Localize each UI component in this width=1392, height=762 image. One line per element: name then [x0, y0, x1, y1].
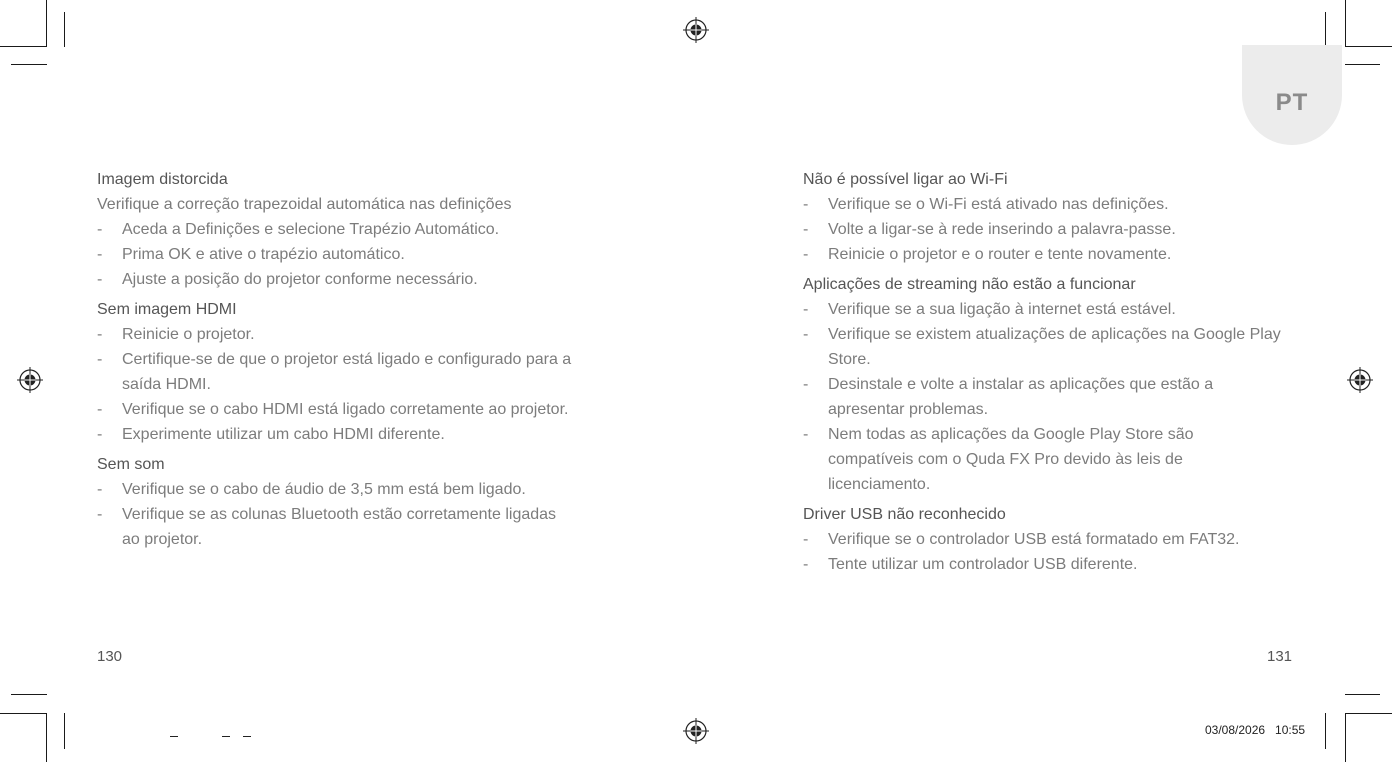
- section-title: Aplicações de streaming não estão a funcionar: [803, 276, 1136, 293]
- slug-mark: [170, 736, 178, 737]
- list-item: [803, 422, 1268, 497]
- bullet-dash: -: [97, 401, 103, 418]
- bullet-dash: -: [97, 481, 103, 498]
- bullet-dash: -: [97, 351, 103, 368]
- section-wifi: [803, 167, 1303, 267]
- bullet-dash: -: [97, 506, 103, 523]
- bullet-dash: -: [97, 221, 103, 238]
- crop-mark-icon: [64, 12, 65, 47]
- registration-mark-icon: [683, 17, 709, 43]
- bullet-dash: -: [97, 246, 103, 263]
- registration-mark-icon: [683, 718, 709, 744]
- list-item-text: Verifique se as colunas Bluetooth estão corretamente ligadas ao projetor.: [122, 506, 557, 548]
- slug-mark: [222, 736, 230, 737]
- list-item: [97, 217, 597, 242]
- list-item-text: Certifique-se de que o projetor está ligado e configurado para a saída HDMI.: [122, 351, 572, 393]
- list-item: [97, 477, 597, 502]
- section-intro: Verifique a correção trapezoidal automática nas definições: [97, 196, 512, 213]
- list-item-text: Verifique se a sua ligação à internet está estável.: [828, 301, 1176, 318]
- bullet-dash: -: [803, 326, 809, 343]
- bullet-dash: -: [803, 221, 809, 238]
- list-item: [97, 502, 577, 552]
- section-usb-driver: [803, 502, 1303, 577]
- list-item-text: Aceda a Definições e selecione Trapézio Automático.: [122, 221, 500, 238]
- list-item: [803, 552, 1303, 577]
- list-item-text: Verifique se o controlador USB está formatado em FAT32.: [828, 531, 1240, 548]
- crop-mark-icon: [1345, 0, 1346, 47]
- crop-mark-icon: [46, 0, 47, 47]
- registration-mark-icon: [1347, 367, 1373, 393]
- list-item: [803, 242, 1303, 267]
- section-title: Driver USB não reconhecido: [803, 506, 1006, 523]
- list-item-text: Reinicie o projetor.: [122, 326, 255, 343]
- registration-mark-icon: [17, 367, 43, 393]
- list-item: [97, 397, 582, 422]
- section-title: Sem som: [97, 456, 165, 473]
- section-no-hdmi-image: [97, 297, 597, 447]
- crop-mark-icon: [1345, 694, 1380, 695]
- language-tab: [1242, 45, 1342, 145]
- section-distorted-image: [97, 167, 597, 292]
- page-number-right: 131: [1267, 648, 1293, 665]
- crop-mark-icon: [64, 713, 65, 749]
- list-item-text: Tente utilizar um controlador USB diferente.: [828, 556, 1138, 573]
- list-item-text: Ajuste a posição do projetor conforme necessário.: [122, 271, 478, 288]
- item-list: [803, 527, 1303, 577]
- section-title: Não é possível ligar ao Wi-Fi: [803, 171, 1008, 188]
- bullet-dash: -: [97, 426, 103, 443]
- list-item: [803, 527, 1303, 552]
- list-item: [97, 422, 597, 447]
- list-item: [803, 322, 1303, 372]
- language-tab-label: PT: [1275, 89, 1309, 116]
- list-item: [803, 372, 1293, 422]
- bullet-dash: -: [803, 556, 809, 573]
- bullet-dash: -: [803, 426, 809, 443]
- item-list: [803, 297, 1303, 497]
- crop-mark-icon: [1345, 713, 1346, 762]
- bullet-dash: -: [803, 196, 809, 213]
- crop-mark-icon: [1325, 12, 1326, 47]
- list-item-text: Reinicie o projetor e o router e tente novamente.: [828, 246, 1172, 263]
- list-item: [803, 192, 1303, 217]
- crop-mark-icon: [0, 713, 47, 714]
- list-item: [97, 322, 597, 347]
- list-item-text: Verifique se o cabo HDMI está ligado corretamente ao projetor.: [122, 401, 569, 418]
- section-title: Sem imagem HDMI: [97, 301, 237, 318]
- bullet-dash: -: [97, 326, 103, 343]
- bullet-dash: -: [803, 376, 809, 393]
- bullet-dash: -: [97, 271, 103, 288]
- list-item: [97, 347, 577, 397]
- list-item-text: Prima OK e ative o trapézio automático.: [122, 246, 405, 263]
- list-item-text: Experimente utilizar um cabo HDMI diferente.: [122, 426, 445, 443]
- list-item: [803, 297, 1303, 322]
- list-item-text: Nem todas as aplicações da Google Play Store são compatíveis com o Quda FX Pro devido às leis de licenciamento.: [828, 426, 1194, 493]
- list-item-text: Verifique se existem atualizações de aplicações na Google Play Store.: [828, 326, 1281, 368]
- bullet-dash: -: [803, 301, 809, 318]
- item-list: [803, 192, 1303, 267]
- item-list: [97, 217, 597, 292]
- section-no-sound: [97, 452, 597, 552]
- print-timestamp: 03/08/2026 10:55: [1205, 723, 1306, 737]
- list-item-text: Verifique se o cabo de áudio de 3,5 mm está bem ligado.: [122, 481, 526, 498]
- crop-mark-icon: [46, 713, 47, 762]
- list-item-text: Desinstale e volte a instalar as aplicações que estão a apresentar problemas.: [828, 376, 1214, 418]
- right-page-content: [803, 167, 1303, 582]
- crop-mark-icon: [11, 64, 47, 65]
- crop-mark-icon: [1345, 64, 1380, 65]
- page-number-left: 130: [97, 648, 123, 665]
- list-item-text: Volte a ligar-se à rede inserindo a palavra-passe.: [828, 221, 1176, 238]
- bullet-dash: -: [803, 246, 809, 263]
- item-list: [97, 477, 597, 552]
- list-item: [97, 242, 597, 267]
- item-list: [97, 322, 597, 447]
- list-item: [97, 267, 597, 292]
- section-streaming-apps: [803, 272, 1303, 497]
- list-item-text: Verifique se o Wi-Fi está ativado nas definições.: [828, 196, 1169, 213]
- crop-mark-icon: [1345, 46, 1392, 47]
- section-title: Imagem distorcida: [97, 171, 228, 188]
- crop-mark-icon: [1325, 713, 1326, 749]
- list-item: [803, 217, 1303, 242]
- bullet-dash: -: [803, 531, 809, 548]
- crop-mark-icon: [1345, 713, 1392, 714]
- crop-mark-icon: [0, 46, 47, 47]
- crop-mark-icon: [11, 694, 47, 695]
- slug-mark: [243, 736, 251, 737]
- left-page-content: [97, 167, 597, 557]
